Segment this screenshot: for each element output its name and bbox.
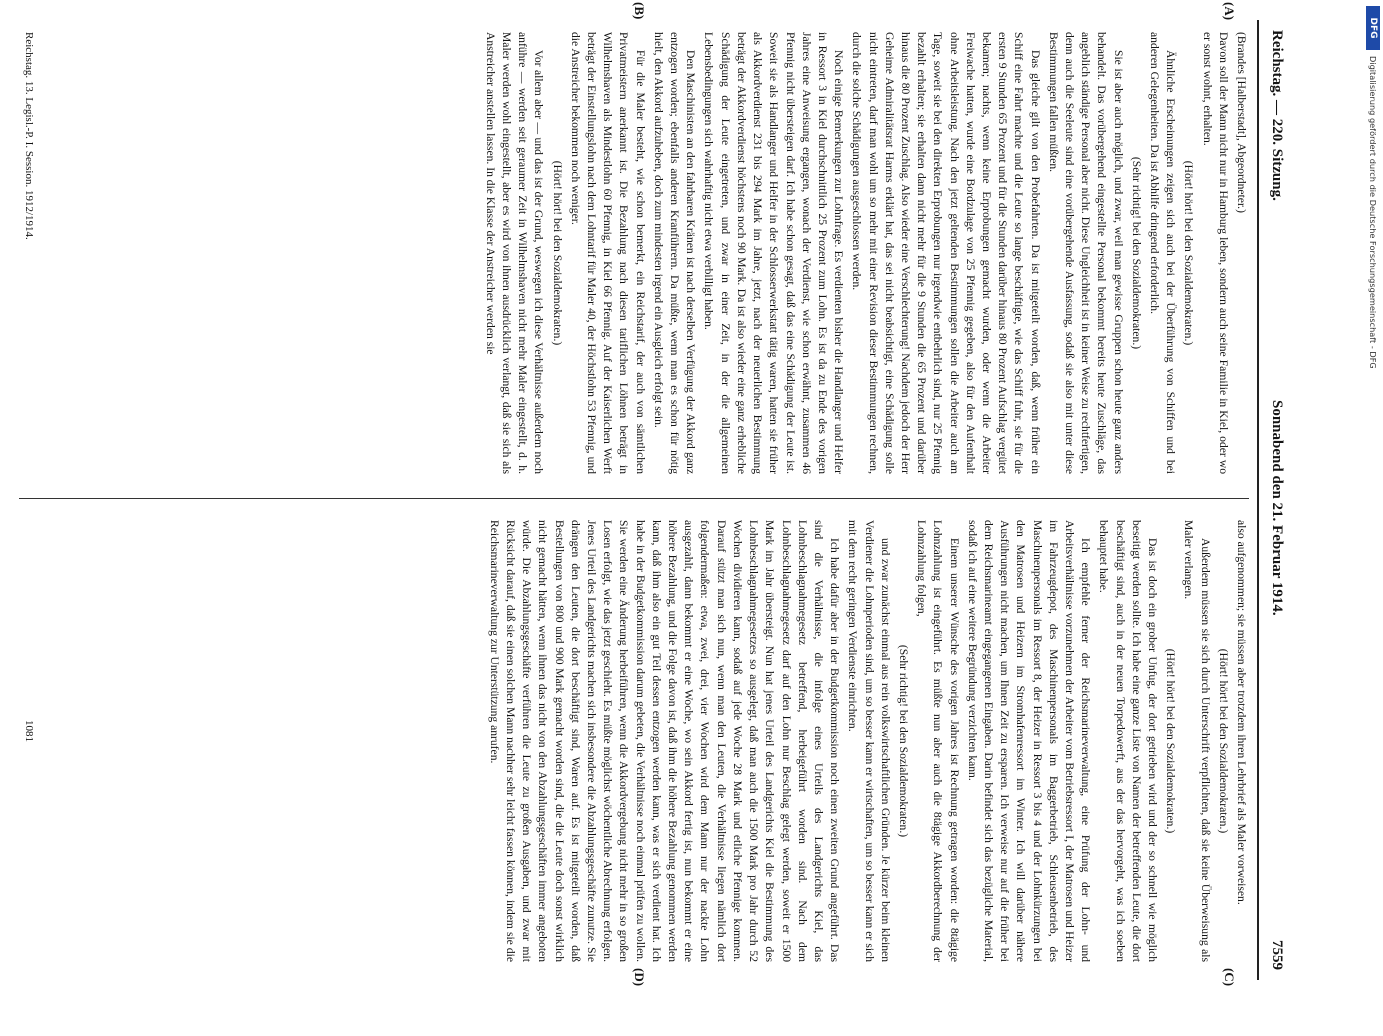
- paragraph: Das gleiche gilt von den Probefahrten. Da ist mitgeteilt worden, daß, wenn früher ein Schiff eine Fahrt machte und die Leute so lange beschäftigte, wie das Schiff fuhr, sie für die ersten 9 Stunden 65 Prozent und für die Stunden darüber hinaus 80 Prozent Aufschlag vergütet bekamen; nachts, wenn keine Erprobungen gemacht wurden, oder wenn die Arbeiter Freiwache hatten, wurde eine Bordzulage von 25 Pfennig gegeben, also für den Aufenthalt ohne Arbeitsleistung. Nach den jetzt geltenden Bestimmungen sollen die Arbeiter auch am Tage, soweit sie bei den direkten Erprobungen nur irgendwie entbehrlich sind, nur 25 Pfennig bezahlt erhalten; sie erhalten dann nicht mehr für die 9 Stunden die 65 Prozent und darüber hinaus die 80 Prozent Zuschlag. Also wieder eine Verschlechterung! Nachdem jedoch der Herr Geheime Admiralitätsrat Harms erklärt hat, das sei nicht beabsichtigt, eine Schädigung solle nicht eintreten, darf man wohl um so mehr mit einer Revision dieser Bestimmungen rechnen, durch die solche Schädigungen ausgeschlossen werden.: [850, 32, 1042, 474]
- left-column: [19, 32, 1249, 474]
- marker-a: (A): [1222, 2, 1237, 21]
- interjection: (Hört! hört! bei den Sozialdemokraten.): [1164, 648, 1178, 834]
- paragraph: Ich habe dafür aber in der Budgetkommission noch einen zweiten Grund angeführt. Das sind die Verhältnisse, die infolge eines Urteils des Landgerichts Kiel, das Lohnbeschlagnahmegesetz betreffend, herbeigeführt worden sind. Nach dem Lohnbeschlagnahmegesetz darf auf den Lohn nur Beschlag gelegt werden, soweit er 1500 Mark im Jahr übersteigt. Nun hat jenes Urteil des Landgerichts Kiel die Bestimmung des Lohnbeschlagnahmegesetzes so ausgelegt, daß man auch die 1500 Mark pro Jahr durch 52 Wochen dividieren kann, sodaß auf jede Woche 28 Mark und etliche Pfennige kommen. Darauf stützt man sich nun, wenn man den Leuten, die Verhältnisse liegen nämlich dort folgendermaßen: etwa, zwei, drei, vier Wochen wird dem Mann nur der nackte Lohn ausgezahlt, dann bekommt er eine Woche, wo sein Akkord fertig ist, nun bekommt er eine höhere Bezahlung, und die Folge davon ist, daß ihm die höhere Bezahlung genommen werden kann, daß ihm also ein gut Teil dessen entzogen werden kann, was er sich verdient hat. Ich habe in der Budgetkommission darum gebeten, die Verhältnisse noch einmal prüfen zu wollen. Sie werden eine Änderung herbeiführen, wenn die Akkordvergebung nicht mehr in so großen Losen erfolgt, wie das jetzt geschieht. Es müßte möglichst wöchentliche Abrechnung erfolgen. Jenes Urteil des Landgerichts machen sich insbesondere die Abzahlungsgeschäfte zunutze. Sie drängen den Leuten, die dort beschäftigt sind, Waren auf. Es ist mitgeteilt worden, daß Bestellungen von 800 und 900 Mark gemacht worden sind, die die Leute doch sonst wirklich nicht gemacht hätten, wenn ihnen das nicht von den Abzahlungsgeschäften immer angeboten würde. Die Abzahlungsgeschäfte verführen die Leute zu großen Ausgaben, und zwar mit Rücksicht darauf, daß sie einen solchen Mann nachher sehr leicht fassen können, indem sie die Reichsmarineverwaltung zur Unterstützung anrufen.: [487, 520, 842, 962]
- dfg-logo: [1366, 6, 1380, 50]
- footer-right: 1081: [23, 720, 35, 742]
- interjection: (Sehr richtig! bei den Sozialdemokraten.): [1129, 156, 1143, 350]
- rotated-page: [7, 2, 1297, 987]
- paragraph: Einem unserer Wünsche des vorigen Jahres ist Rechnung getragen worden: die 8tägige Lohnzahlung ist eingeführt. Es müßte nun aber auch die 8tägige Akkordberechnung der Lohnzahlung folgen,: [915, 520, 961, 962]
- paragraph: Sie ist aber auch möglich, und zwar, weil man gewisse Gruppen schon heute ganz anders behandelt. Das vorübergehend eingestellte Personal bekommt bereits heute Zuschläge, das angeblich ständige Personal aber nicht. Diese Ungleichheit ist in keiner Weise zu rechtfertigen, denn auch die Seeleute sind eine vorübergehende Ausfassung, sodaß sie also mit unter diese Bestimmungen fallen müßten.: [1046, 32, 1125, 474]
- paragraph: und zwar zunächst einmal aus rein volkswirtschaftlichen Gründen. Je kürzer beim kleinen Verdiener die Lohnperioden sind, um so besser kann er wirtschaften, um so besser kann er sich mit dem recht geringen Verdienste einrichten.: [846, 520, 892, 962]
- interjection: (Hört! hört! bei den Sozialdemokraten.): [1216, 648, 1230, 834]
- logo-text: DFG: [1368, 17, 1378, 39]
- header-rule: [1257, 20, 1259, 980]
- interjection: (Sehr richtig! bei den Sozialdemokraten.): [896, 644, 910, 838]
- paragraph: Für die Maler besteht, wie schon bemerkt, ein Reichstarif, der auch von sämtlichen Privatmeistern anerkannt ist. Die Bezahlung nach diesen tariflichen Löhnen beträgt in Wilhelmshaven als Mindestlohn 60 Pfennig, in Kiel 66 Pfennig. Auf der Kaiserlichen Werft beträgt der Einstellungslohn nach dem Lohntarif für Maler 40, der Höchstlohn 53 Pfennig, und die Anstreicher bekommen noch weniger.: [568, 32, 647, 474]
- interjection: (Hört! hört! bei den Sozialdemokraten.): [550, 160, 564, 346]
- page-number: 7559: [1269, 940, 1285, 970]
- side-note: [1366, 56, 1378, 1036]
- page-header: [1261, 20, 1289, 980]
- paragraph: Den Maschinisten an den fahrbaren Kränen ist nach derselben Verfügung der Akkord ganz entzogen worden; ebenfalls anderen Kranführern. Da müßte, wenn man es schon für nötig hielt, den Akkord aufzuheben, doch zum mindesten irgend ein Ausgleich erfolgt sein.: [651, 32, 698, 474]
- marker-b: (B): [632, 2, 647, 20]
- paragraph: Davon soll der Mann nicht nur in Hamburg leben, sondern auch seine Familie in Kiel, oder wo er sonst wohnt, erhalten.: [1200, 32, 1230, 474]
- paragraph: Ich empfehle ferner der Reichsmarineverwaltung, eine Prüfung der Lohn- und Arbeitsverhältnisse vorzunehmen der Arbeiter vom Betriebsressort I, der Matrosen und Heizer im Fahrzeugdepot, des Maschinenpersonals im Baggerbetrieb, Schleusenbetrieb, des Maschinenpersonals im Ressort 8, der Heizer in Ressort 3 bis 4 und der Lohnkürzungen bei den Matrosen und Heizern im Stromhafenressort im Winter. Ich will darüber nähere Ausführungen nicht machen, um Ihnen Zeit zu ersparen. Ich verweise nur auf die früher bei dem Reichsmarineamt eingegangenen Eingaben. Darin befindet sich das bezügliche Material, sodaß ich auf eine weitere Begründung verzichten kann.: [965, 520, 1093, 962]
- paragraph: (Brandes [Halberstadt], Abgeordneter.): [1235, 32, 1248, 213]
- footer-left: Reichstag. 13. Legisl.-P. I. Session. 1912/1914.: [23, 32, 35, 240]
- paragraph: Das ist doch ein grober Unfug, der dort getrieben wird und der so schnell wie möglich beseitigt werden sollte. Ich habe eine ganze Liste von Namen der betreffenden Leute, die dort beschäftigt sind, auch in der neuen Torpedowerft, aus der das hervorgeht, was ich soeben behauptet habe.: [1097, 520, 1159, 962]
- header-center: Sonnabend den 21. Februar 1914.: [1269, 400, 1285, 616]
- column-divider: [19, 498, 1249, 499]
- paragraph: also aufgenommen; sie müssen aber trotzdem ihren Lehrbrief als Maler vorweisen.: [1235, 520, 1248, 905]
- page-content: [7, 2, 1297, 987]
- marker-c: (C): [1222, 968, 1237, 987]
- paragraph: Noch einige Bemerkungen zur Lohnfrage. Es verdienten bisher die Handlanger und Helfer in Ressort 3 in Kiel durchschnittlich 25 Prozent zum Lohn. Es ist da zu Ende des vorigen Jahres eine Anweisung ergangen, wonach der Verdienst, wie schon erwähnt, zusammen 46 Pfennig nicht übersteigen darf. Ich habe schon gesagt, daß das eine Schädigung der Leute ist. Soweit sie als Handlanger und Helfer in der Schlosserwerkstatt tätig waren, hatten sie früher als Akkordverdienst 231 bis 294 Mark im Jahre, jetzt, nach der neuerlichen Bestimmung beträgt der Akkordverdienst höchstens noch 90 Mark. Da ist also wieder eine ganz erhebliche Schädigung der Leute eingetreten, und zwar in einer Zeit, in der die allgemeinen Lebensbedingungen sich wahrhaftig nicht etwa verbilligt haben.: [702, 32, 846, 474]
- side-note-text: Digitalisierung gefördert durch die Deutsche Forschungsgemeinschaft - DFG: [1368, 56, 1378, 369]
- header-left: Reichstag. — 220. Sitzung.: [1269, 30, 1285, 201]
- marker-d: (D): [632, 968, 647, 987]
- paragraph: Vor allem aber — und das ist der Grund, weswegen ich diese Verhältnisse außerdem noch anführe — werden seit geraumer Zeit in Wilhelmshaven nicht mehr Maler eingestellt, d. h. Maler werden wohl eingestellt, aber es wird von ihnen ausdrücklich verlangt, daß sie sich als Anstreicher anstellen lassen. In die Klasse der Anstreicher werden sie: [483, 32, 546, 474]
- paragraph: Ähnliche Erscheinungen zeigen sich auch bei der Überführung von Schiffen und bei anderen Gelegenheiten. Da ist Abhilfe dringend erforderlich.: [1147, 32, 1178, 474]
- interjection: (Hört! hört! bei den Sozialdemokraten.): [1182, 160, 1196, 346]
- right-column: [19, 520, 1249, 962]
- paragraph: Außerdem müssen sie sich durch Unterschrift verpflichten, daß sie keine Überweisung als Maler verlangen.: [1182, 520, 1212, 962]
